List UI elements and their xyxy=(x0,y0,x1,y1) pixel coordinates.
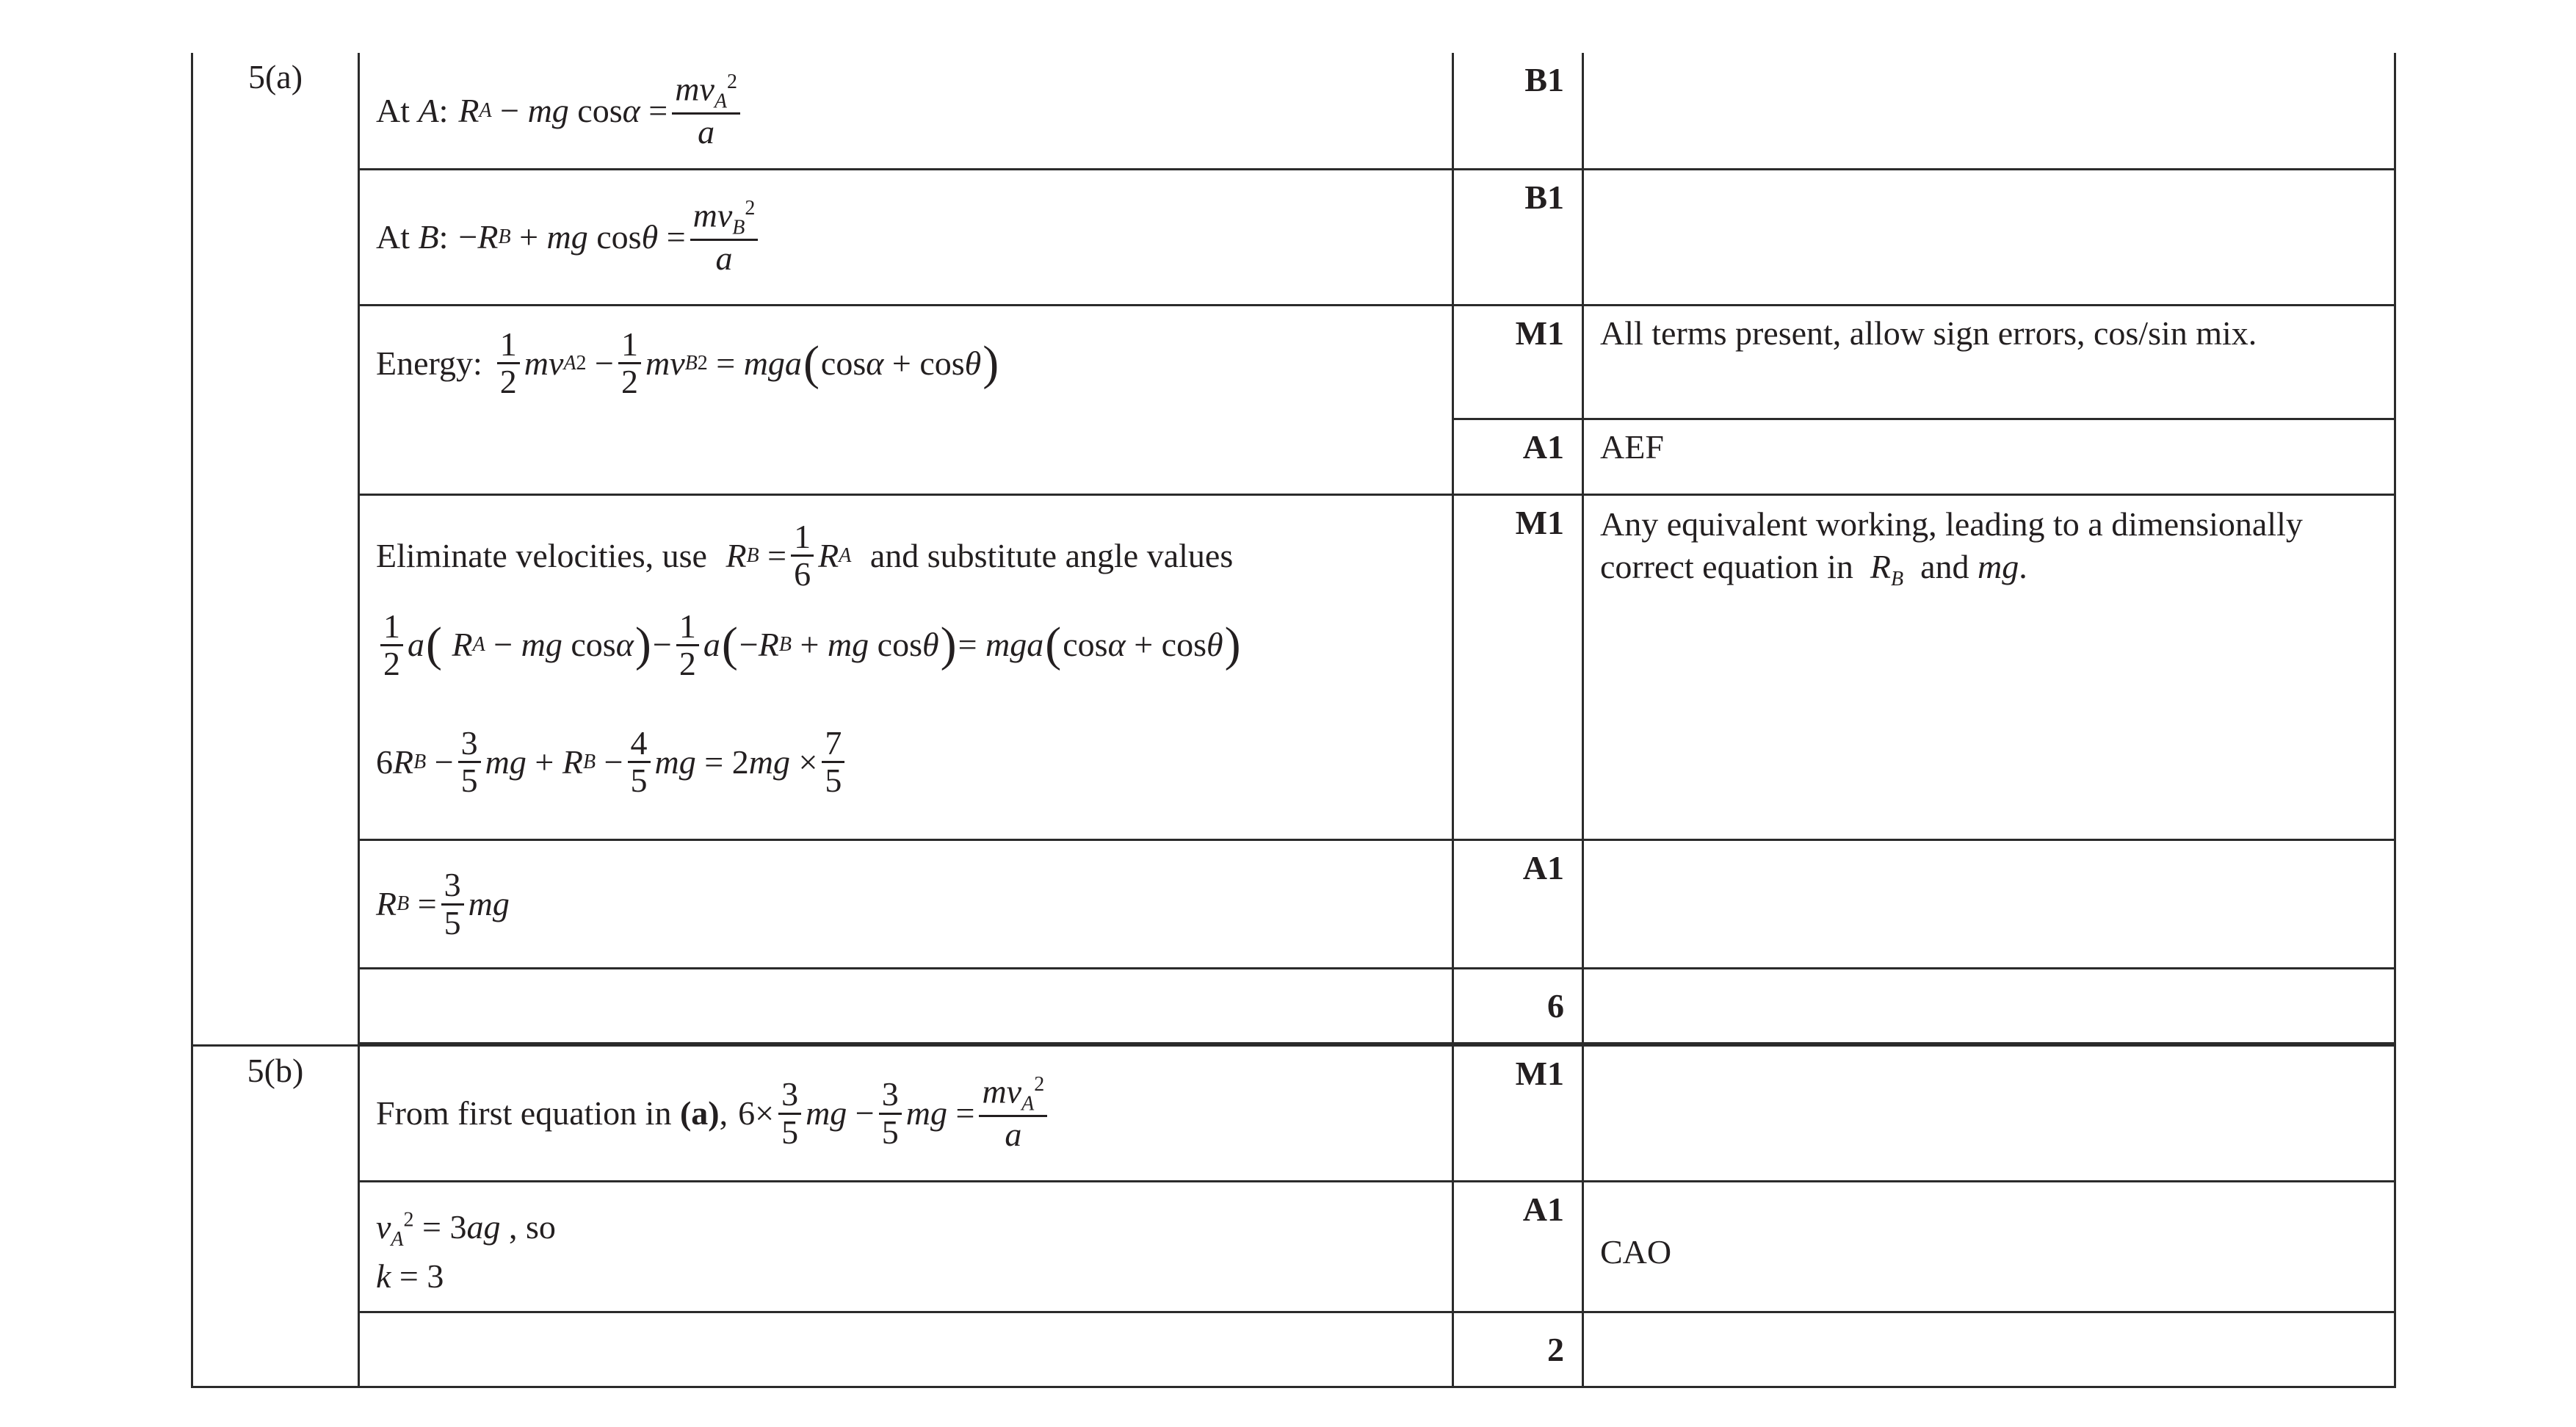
answer-a5: R B = 3 5 mg xyxy=(359,840,1453,969)
question-label-5b: 5(b) xyxy=(192,1046,359,1387)
total-marks-5a: 6 xyxy=(1453,969,1583,1044)
mark-b2: A1 xyxy=(1453,1182,1583,1312)
row-a-total xyxy=(192,969,2395,1044)
answer-b1: From first equation in (a) , 6× 3 5 mg − 3 5 mg = $mv_A^2$ a xyxy=(359,1046,1453,1182)
mark-a3-m1: M1 xyxy=(1453,306,1583,419)
row-a5 xyxy=(192,840,2395,969)
row-a4 xyxy=(192,495,2395,840)
row-b-total xyxy=(192,1312,2395,1387)
answer-b2: $v_A^2 = 3ag$ , so k = 3 xyxy=(359,1182,1453,1312)
guidance-b-total xyxy=(1583,1312,2395,1387)
guidance-b2: CAO xyxy=(1583,1182,2395,1312)
mark-a1: B1 xyxy=(1453,53,1583,170)
mark-scheme-table xyxy=(191,53,2396,1388)
row-a1 xyxy=(192,53,2395,170)
mark-a3-a1: A1 xyxy=(1453,419,1583,495)
total-marks-5b: 2 xyxy=(1453,1312,1583,1387)
mark-a2: B1 xyxy=(1453,170,1583,306)
answer-a-total xyxy=(359,969,1453,1044)
answer-b-total xyxy=(359,1312,1453,1387)
question-label-5a: 5(a) xyxy=(192,53,359,1046)
row-a3 xyxy=(192,306,2395,419)
answer-a3: Energy: 1 2 mv A 2 − 1 2 mv B 2 = mga ( cos α + cos θ ) xyxy=(359,306,1453,495)
answer-a1: At A : R A − mg cos α = $mv_A^2$ a xyxy=(359,53,1453,170)
guidance-b1 xyxy=(1583,1046,2395,1182)
mark-a4: M1 xyxy=(1453,495,1583,840)
row-a2 xyxy=(192,170,2395,306)
guidance-a4: Any equivalent working, leading to a dimensionally correct equation in $R_B$ and mg. xyxy=(1583,495,2395,840)
mark-b1: M1 xyxy=(1453,1046,1583,1182)
guidance-a5 xyxy=(1583,840,2395,969)
guidance-a1 xyxy=(1583,53,2395,170)
row-b2 xyxy=(192,1182,2395,1312)
row-b1 xyxy=(192,1046,2395,1182)
mark-a5: A1 xyxy=(1453,840,1583,969)
guidance-a3-m1: All terms present, allow sign errors, cos/sin mix. xyxy=(1583,306,2395,419)
guidance-a-total xyxy=(1583,969,2395,1044)
guidance-a2 xyxy=(1583,170,2395,306)
answer-a2: At B : − R B + mg cos θ = $mv_B^2$ a xyxy=(359,170,1453,306)
answer-a4: Eliminate velocities, use R B = 1 6 R A and substitute angle values 1 2 a ( R A − mg cos α ) − 1 2 a ( − R B + mg cos θ ) = mga ( cos α + cos θ ) 6 R B − 3 5 mg + R B − 4 5 mg = 2 mg × 7 5 xyxy=(359,495,1453,840)
guidance-a3-a1: AEF xyxy=(1583,419,2395,495)
